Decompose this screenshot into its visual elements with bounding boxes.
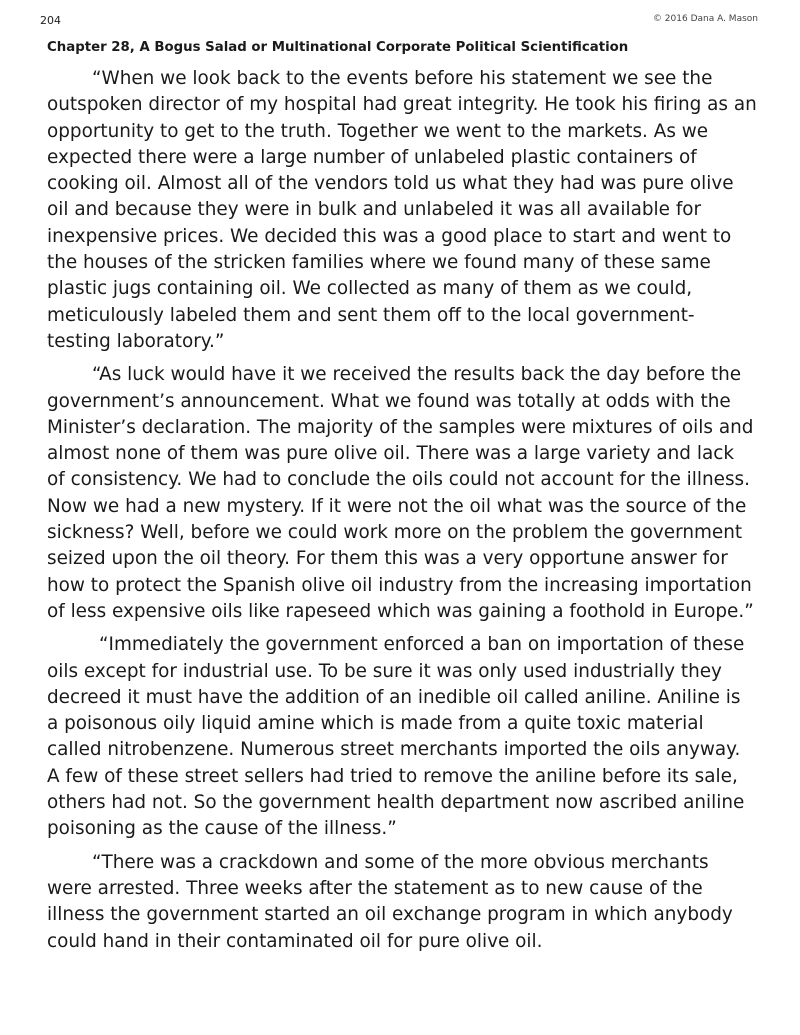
body-text [47, 66, 757, 962]
paragraph: “As luck would have it we received the results back the day before the government’s announcement. What we found was totally at odds with the Minister’s declaration. The majority of the samples were mixtures of oils and almost none of them was pure olive oil. There was a large variety and lack of consistency. We had to conclude the oils could not account for the illness. Now we had a new mystery. If it were not the oil what was the source of the sickness? Well, before we could work more on the problem the government seized upon the oil theory. For them this was a very opportune answer for how to protect the Spanish olive oil industry from the increasing importation of less expensive oils like rapeseed which was gaining a foothold in Europe.” [47, 364, 754, 622]
page-number: 204 [40, 14, 61, 27]
paragraph: “Immediately the government enforced a ban on importation of these oils except for industrial use. To be sure it was only used industrially they decreed it must have the addition of an inedible oil called aniline. Aniline is a poisonous oily liquid amine which is made from a quite toxic material called nitrobenzene. Numerous street merchants imported the oils anyway. A few of these street sellers had tried to remove the aniline before its sale, others had not. So the government health department now ascribed aniline poisoning as the cause of the illness.” [47, 634, 745, 840]
paragraph: “There was a crackdown and some of the more obvious merchants were arrested. Three weeks after the statement as to new cause of the illness the government started an oil exchange program in which anybody could hand in their contaminated oil for pure olive oil. [47, 851, 733, 952]
copyright-notice: © 2016 Dana A. Mason [652, 14, 758, 24]
chapter-heading: Chapter 28, A Bogus Salad or Multinational Corporate Political Scientification [47, 40, 629, 55]
paragraph: “When we look back to the events before his statement we see the outspoken director of my hospital had great integrity. He took his firing as an opportunity to get to the truth. Together we went to the markets. As we expected there were a large number of unlabeled plastic containers of cooking oil. Almost all of the vendors told us what they had was pure olive oil and because they were in bulk and unlabeled it was all available for inexpensive prices. We decided this was a good place to start and went to the houses of the stricken families where we found many of these same plastic jugs containing oil. We collected as many of them as we could, meticulously labeled them and sent them off to the local government-testing laboratory.” [47, 68, 757, 352]
